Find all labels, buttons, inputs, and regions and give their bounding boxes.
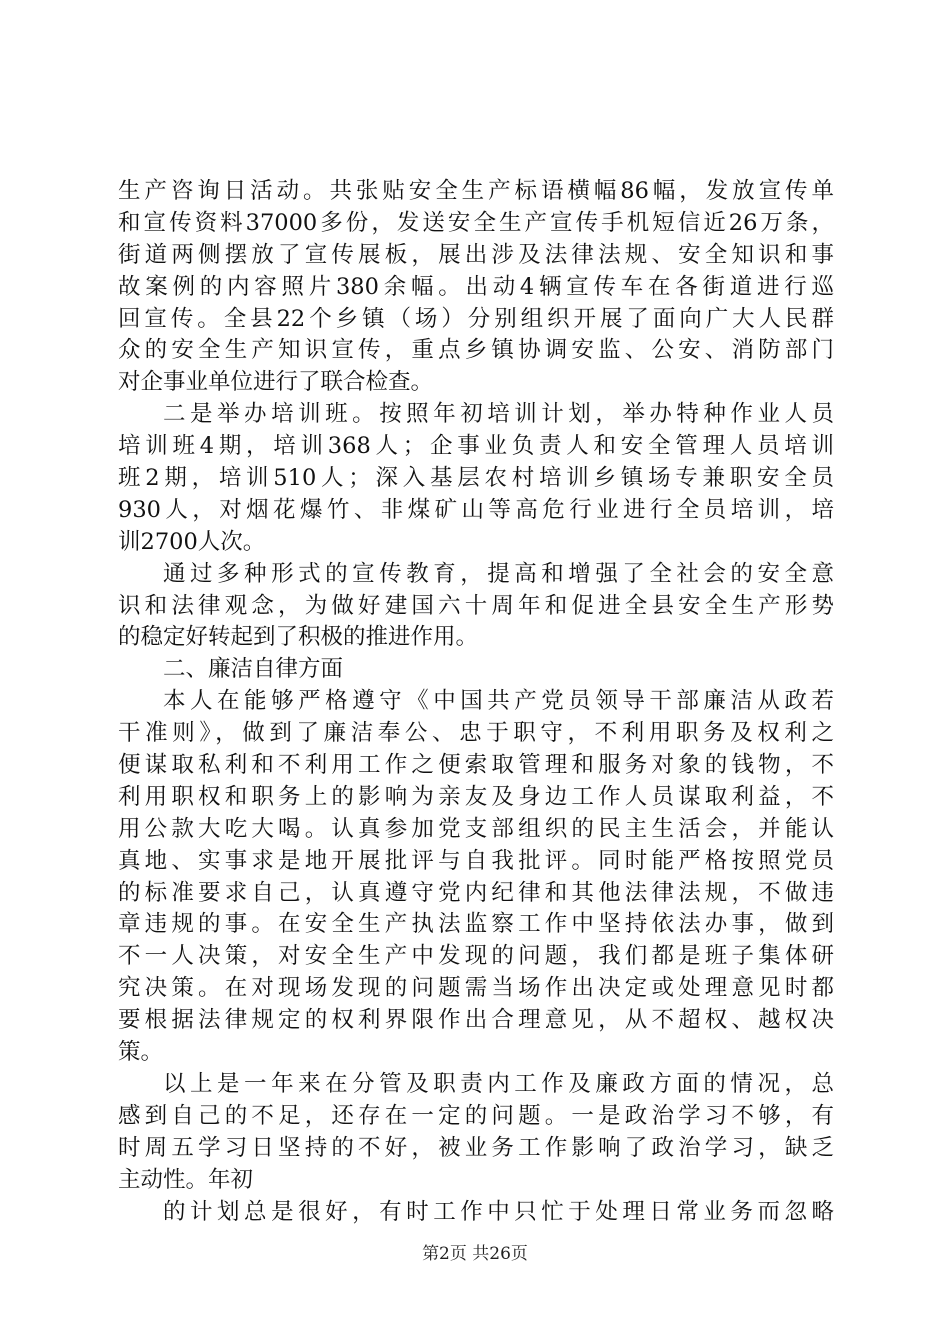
text-line: 街道两侧摆放了宣传展板，展出涉及法律法规、安全知识和事: [118, 241, 834, 268]
text-line: 时周五学习日坚持的不好，被业务工作影响了政治学习，缺乏: [118, 1134, 834, 1161]
text-line: 感到自己的不足，还存在一定的问题。一是政治学习不够，有: [118, 1102, 834, 1129]
text-line: 故案例的内容照片380余幅。出动4辆宣传车在各街道进行巡: [118, 273, 834, 300]
text-line: 生产咨询日活动。共张贴安全生产标语横幅86幅，发放宣传单: [118, 178, 834, 204]
text-line: 究决策。在对现场发现的问题需当场作出决定或处理意见时都: [118, 975, 834, 1002]
text-line: 的标准要求自己，认真遵守党内纪律和其他法律法规，不做违: [118, 879, 834, 906]
text-line: 通过多种形式的宣传教育，提高和增强了全社会的安全意: [163, 560, 834, 587]
text-line: 真地、实事求是地开展批评与自我批评。同时能严格按照党员: [118, 847, 834, 874]
text-line: 以上是一年来在分管及职责内工作及廉政方面的情况，总: [163, 1070, 834, 1097]
text-line: 对企事业单位进行了联合检查。: [118, 369, 434, 396]
text-line: 识和法律观念，为做好建国六十周年和促进全县安全生产形势: [118, 592, 834, 619]
text-line: 的计划总是很好，有时工作中只忙于处理日常业务而忽略: [163, 1198, 834, 1225]
text-line: 章违规的事。在安全生产执法监察工作中坚持依法办事，做到: [118, 911, 834, 938]
text-line: 的稳定好转起到了积极的推进作用。: [118, 624, 479, 651]
body-text: [118, 176, 834, 1228]
page-footer: 第2页 共26页: [422, 1244, 528, 1264]
text-line: 二是举办培训班。按照年初培训计划，举办特种作业人员: [163, 401, 834, 428]
text-line: 要根据法律规定的权利界限作出合理意见，从不超权、越权决: [118, 1007, 834, 1034]
text-line: 二、廉洁自律方面: [163, 656, 344, 683]
text-line: 主动性。年初: [118, 1166, 254, 1193]
text-line: 培训班4期，培训368人；企事业负责人和安全管理人员培训: [118, 433, 834, 460]
text-line: 班2期，培训510人；深入基层农村培训乡镇场专兼职安全员: [118, 465, 834, 492]
text-line: 回宣传。全县22个乡镇（场）分别组织开展了面向广大人民群: [118, 305, 834, 332]
text-line: 930人，对烟花爆竹、非煤矿山等高危行业进行全员培训，培: [118, 496, 834, 523]
text-line: 用公款大吃大喝。认真参加党支部组织的民主生活会，并能认: [118, 815, 834, 842]
text-line: 利用职权和职务上的影响为亲友及身边工作人员谋取利益，不: [118, 783, 834, 810]
text-line: 本人在能够严格遵守《中国共产党员领导干部廉洁从政若: [163, 688, 834, 715]
text-line: 训2700人次。: [118, 528, 266, 555]
text-line: 干准则》，做到了廉洁奉公、忠于职守，不利用职务及权利之: [118, 720, 834, 747]
text-line: 策。: [118, 1039, 164, 1066]
text-line: 众的安全生产知识宣传，重点乡镇协调安监、公安、消防部门: [118, 337, 834, 364]
text-line: 不一人决策，对安全生产中发现的问题，我们都是班子集体研: [118, 943, 834, 970]
text-line: 便谋取私利和不利用工作之便索取管理和服务对象的钱物，不: [118, 752, 834, 779]
text-line: 和宣传资料37000多份，发送安全生产宣传手机短信近26万条，: [118, 209, 834, 236]
